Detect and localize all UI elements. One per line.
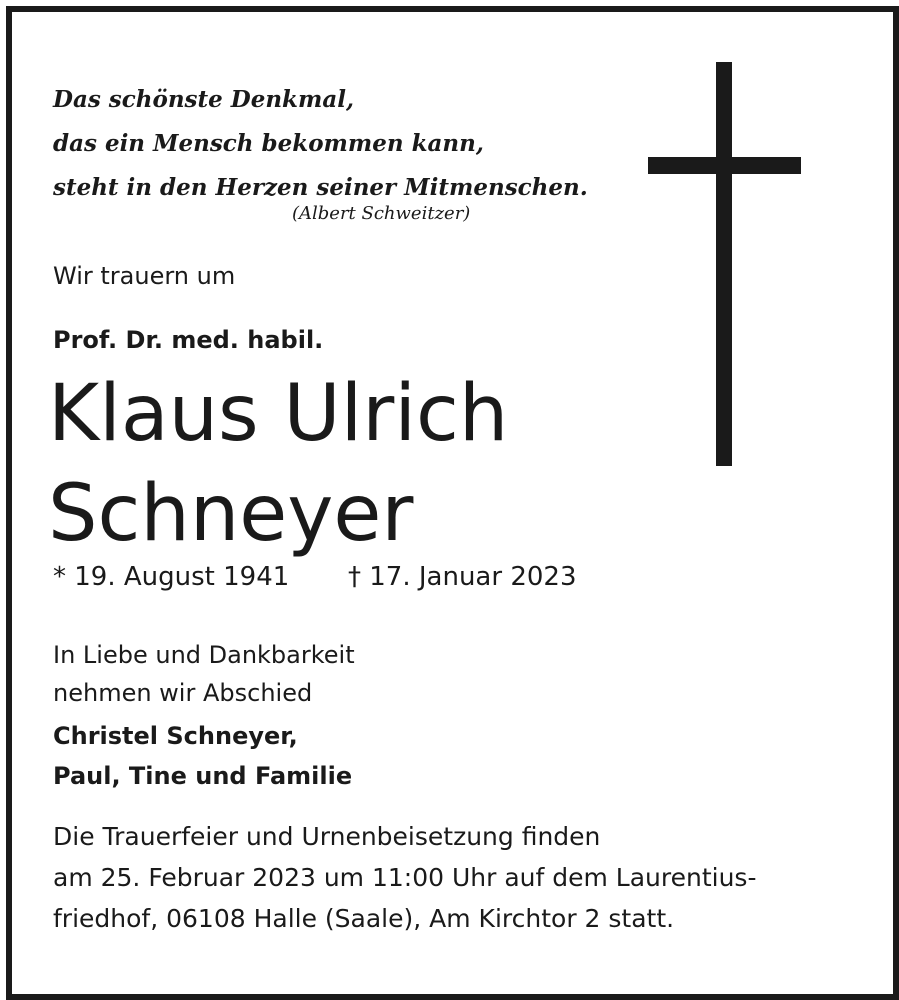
quote [53, 78, 588, 210]
mourning-line: nehmen wir Abschied [53, 679, 313, 707]
service-line: am 25. Februar 2023 um 11:00 Uhr auf dem Laurentius- [53, 863, 757, 892]
service-line: friedhof, 06108 Halle (Saale), Am Kirchtor 2 statt. [53, 904, 675, 933]
name-first: Klaus Ulrich [48, 369, 509, 459]
service-line: Die Trauerfeier und Urnenbeisetzung finden [53, 822, 601, 851]
quote-line: Das schönste Denkmal, [53, 86, 354, 113]
family-names [53, 716, 352, 796]
cross-icon-bar [648, 157, 801, 174]
quote-line: das ein Mensch bekommen kann, [53, 130, 484, 157]
deceased-name [48, 364, 508, 564]
intro-text: Wir trauern um [53, 262, 236, 290]
academic-title: Prof. Dr. med. habil. [53, 326, 324, 354]
name-last: Schneyer [48, 469, 414, 559]
quote-line: steht in den Herzen seiner Mitmenschen. [53, 174, 588, 201]
mourning-line: In Liebe und Dankbarkeit [53, 641, 355, 669]
family-line: Christel Schneyer, [53, 722, 298, 750]
service-info [53, 816, 756, 939]
mourning-text [53, 636, 355, 712]
death-date: † 17. Januar 2023 [348, 562, 577, 592]
cross-icon [716, 62, 732, 466]
quote-attribution: (Albert Schweitzer) [292, 203, 471, 224]
birth-date: * 19. August 1941 [53, 562, 290, 592]
family-line: Paul, Tine und Familie [53, 762, 353, 790]
